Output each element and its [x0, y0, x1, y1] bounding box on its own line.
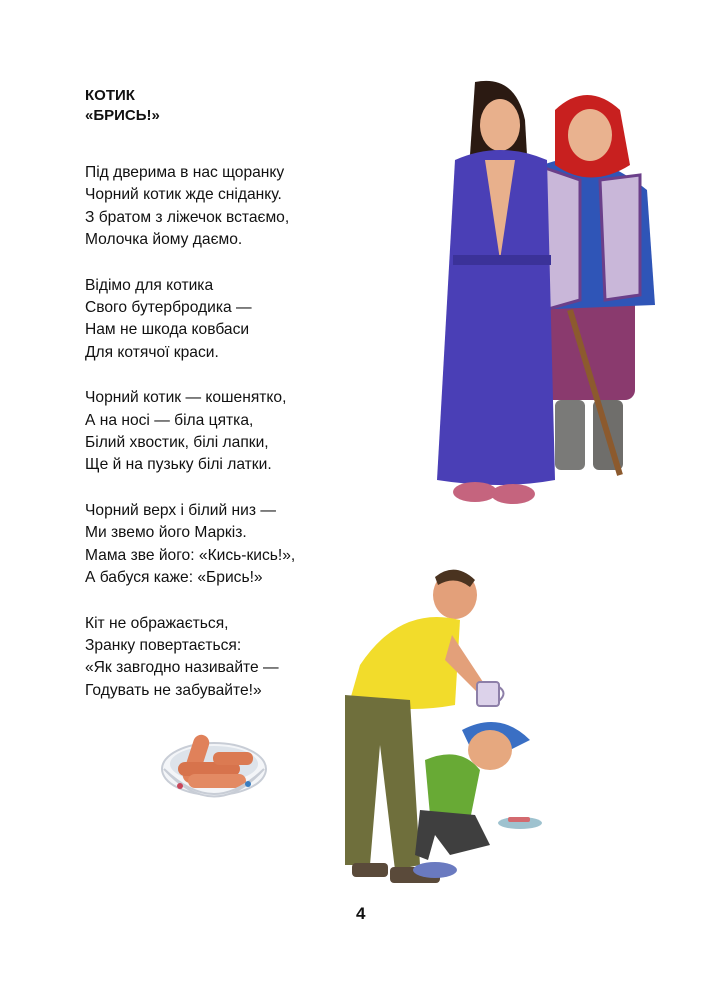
poem-line: А бабуся каже: «Брись!» — [85, 569, 263, 587]
stanza-5 — [85, 613, 295, 703]
poem-line: Мама зве його: «Кись-кись!», — [85, 546, 296, 564]
mug-icon — [477, 682, 504, 706]
poem-line: З братом з ліжечок встаємо, — [85, 208, 290, 226]
two-boys-feeding-illustration — [340, 565, 550, 895]
sausages — [178, 733, 253, 788]
poem-line: Кіт не ображається, — [85, 614, 229, 632]
poem-line: Ще й на пузьку білі латки. — [85, 456, 272, 474]
poem-line: Годувать не забувайте!» — [85, 681, 262, 699]
poem-line: Для котячої краси. — [85, 343, 219, 361]
mother-and-grandmother-illustration — [415, 80, 665, 520]
poem-line: Чорний котик жде сніданку. — [85, 186, 282, 204]
mother-figure — [437, 81, 555, 504]
poem-line: Під дверима в нас щоранку — [85, 164, 285, 181]
poem-line: Чорний верх і білий низ — — [85, 501, 276, 519]
poem-title-line-2: «БРИСЬ!» — [85, 107, 160, 124]
poem-line: Молочка йому даємо. — [85, 231, 243, 249]
poem-title — [85, 86, 160, 126]
stanza-3 — [85, 387, 295, 477]
stanza-2 — [85, 275, 295, 365]
bowl-of-sausages-illustration — [158, 724, 270, 819]
poem-line: А на носі — біла цятка, — [85, 411, 254, 429]
poem-line: Чорний котик — кошенятко, — [85, 389, 287, 407]
stanza-1 — [85, 162, 295, 252]
stanza-4 — [85, 500, 295, 590]
poem-body — [85, 162, 295, 725]
younger-boy-figure — [413, 722, 542, 878]
poem-line: Ми звемо його Маркіз. — [85, 524, 247, 542]
page-number: 4 — [356, 904, 366, 923]
poem-line: Відімо для котика — [85, 276, 214, 294]
poem-line: Свого бутербродика — — [85, 299, 252, 317]
poem-line: Білий хвостик, білі лапки, — [85, 434, 269, 452]
poem-line: «Як завгодно називайте — — [85, 659, 279, 677]
poem-line: Нам не шкода ковбаси — [85, 321, 250, 339]
poem-line: Зранку повертається: — [85, 636, 242, 654]
poem-title-line-1: КОТИК — [85, 87, 135, 104]
